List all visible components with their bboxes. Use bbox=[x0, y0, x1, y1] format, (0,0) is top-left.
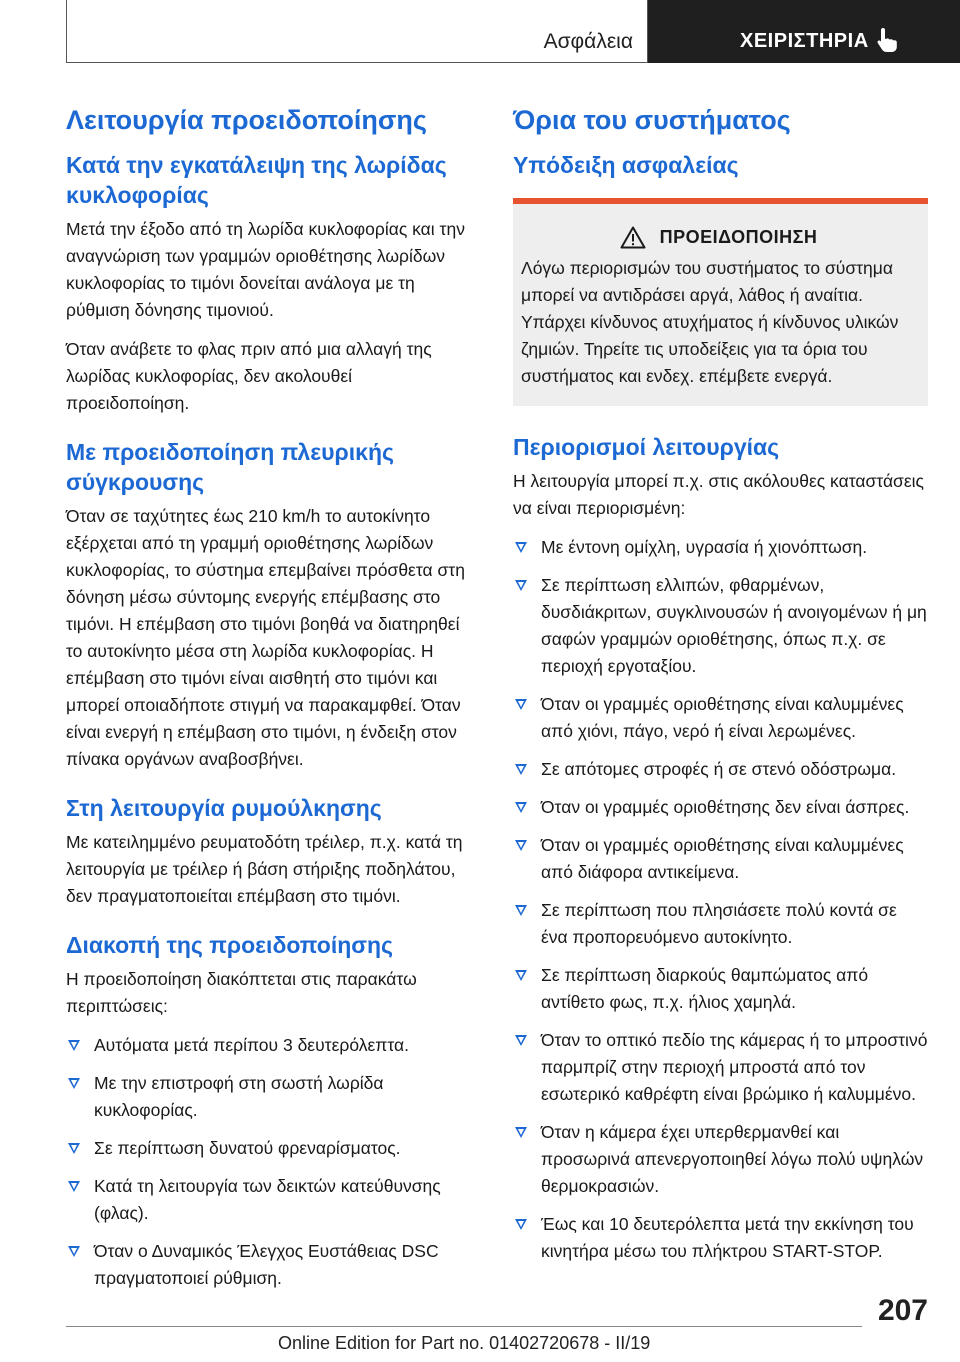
triangle-bullet-icon bbox=[515, 764, 527, 775]
right-column bbox=[513, 104, 928, 1276]
interruption-list bbox=[66, 1032, 480, 1292]
warning-text: Λόγω περιορισμών του συστήματος το σύστημα μπορεί να αντιδράσει αργά, λάθος ή αναίτια. Υπάρχει κίνδυνος ατυχήματος ή κίνδυνος υλικών ζημιών. Τηρείτε τις υποδείξεις για τα όρια του συστήματος και ενδεχ. επέμβετε ενεργά. bbox=[521, 258, 899, 386]
triangle-bullet-icon bbox=[515, 580, 527, 591]
triangle-bullet-icon bbox=[68, 1143, 80, 1154]
triangle-bullet-icon bbox=[515, 840, 527, 851]
section-heading-system-limits: Όρια του συστήματος bbox=[513, 105, 791, 135]
section-heading-warning-function: Λειτουργία προειδοποίησης bbox=[66, 105, 427, 135]
manual-tab bbox=[648, 0, 960, 63]
list-item: Με έντονη ομίχλη, υγρασία ή χιονόπτωση. bbox=[513, 534, 928, 561]
triangle-bullet-icon bbox=[68, 1078, 80, 1089]
paragraph: Όταν σε ταχύτητες έως 210 km/h το αυτοκίνητο εξέρχεται από τη γραμμή οριοθέτησης λωρίδων κυκλοφορίας, το σύστημα επεμβαίνει πρόσθετα στη δόνηση μέσω σύντομης ενεργής επέμβασης στο τιμόνι. Η επέμβαση στο τιμόνι βοηθά να διατηρηθεί το αυτοκίνητο μέσα στη λωρίδα κυκλοφορίας. Η επέμβαση στο τιμόνι είναι αισθητή στο τιμόνι και μπορεί οποιαδήποτε στιγμή να παρακαμφθεί. Όταν είναι ενεργή η επέμβαση στο τιμόνι, η ένδειξη στον πίνακα οργάνων αναβοσβήνει. bbox=[66, 506, 465, 769]
list-item: Όταν οι γραμμές οριοθέτησης δεν είναι άσπρες. bbox=[513, 794, 928, 821]
list-item: Σε περίπτωση που πλησιάσετε πολύ κοντά σε ένα προπορευόμενο αυτοκίνητο. bbox=[513, 897, 928, 951]
list-item: Αυτόματα μετά περίπου 3 δευτερόλεπτα. bbox=[66, 1032, 480, 1059]
list-item: Σε περίπτωση δυνατού φρεναρίσματος. bbox=[66, 1135, 480, 1162]
list-item: Σε περίπτωση διαρκούς θαμπώματος από αντίθετο φως, π.χ. ήλιος χαμηλά. bbox=[513, 962, 928, 1016]
triangle-bullet-icon bbox=[515, 542, 527, 553]
page-number: 207 bbox=[877, 1294, 928, 1327]
paragraph: Όταν ανάβετε το φλας πριν από μια αλλαγή της λωρίδας κυκλοφορίας, δεν ακολουθεί προειδοποίηση. bbox=[66, 339, 432, 413]
left-column bbox=[66, 104, 480, 1303]
manual-title: ΧΕΙΡΙΣΤΗΡΙΑ bbox=[740, 30, 869, 52]
triangle-bullet-icon bbox=[515, 970, 527, 981]
warning-box bbox=[513, 198, 928, 406]
triangle-bullet-icon bbox=[515, 1035, 527, 1046]
list-item: Όταν ο Δυναμικός Έλεγχος Ευστάθειας DSC πραγματοποιεί ρύθμιση. bbox=[66, 1238, 480, 1292]
triangle-bullet-icon bbox=[515, 1219, 527, 1230]
section-title: Ασφάλεια bbox=[543, 30, 633, 53]
paragraph: Η λειτουργία μπορεί π.χ. στις ακόλουθες καταστάσεις να είναι περιορισμένη: bbox=[513, 471, 924, 518]
list-item: Όταν το οπτικό πεδίο της κάμερας ή το μπροστινό παρμπρίζ στην περιοχή μπροστά από τον εσωτερικό καθρέφτη είναι βρώμικο ή καλυμμένο. bbox=[513, 1027, 928, 1108]
paragraph: Μετά την έξοδο από τη λωρίδα κυκλοφορίας και την αναγνώριση των γραμμών οριοθέτησης λωρίδων κυκλοφορίας το τιμόνι δονείται ανάλογα με τη ρύθμιση δόνησης τιμονιού. bbox=[66, 219, 465, 320]
list-item: Όταν η κάμερα έχει υπερθερμανθεί και προσωρινά απενεργοποιηθεί λόγω πολύ υψηλών θερμοκρασιών. bbox=[513, 1119, 928, 1200]
list-item: Όταν οι γραμμές οριοθέτησης είναι καλυμμένες από χιόνι, πάγο, νερό ή είναι λερωμένες. bbox=[513, 691, 928, 745]
limitations-list bbox=[513, 534, 928, 1265]
heading-function-limitations: Περιορισμοί λειτουργίας bbox=[513, 434, 780, 460]
section-tab bbox=[66, 0, 648, 63]
heading-warning-interruption: Διακοπή της προειδοποίησης bbox=[66, 932, 393, 958]
heading-lane-departure: Κατά την εγκατάλειψη της λωρίδας κυκλοφορίας bbox=[66, 152, 447, 208]
paragraph: Η προειδοποίηση διακόπτεται στις παρακάτω περιπτώσεις: bbox=[66, 969, 417, 1016]
list-item: Κατά τη λειτουργία των δεικτών κατεύθυνσης (φλας). bbox=[66, 1173, 480, 1227]
list-item: Με την επιστροφή στη σωστή λωρίδα κυκλοφορίας. bbox=[66, 1070, 480, 1124]
page-header bbox=[66, 0, 960, 64]
edition-note: Online Edition for Part no. 01402720678 - II/19 bbox=[278, 1333, 651, 1353]
triangle-bullet-icon bbox=[68, 1040, 80, 1051]
list-item: Όταν οι γραμμές οριοθέτησης είναι καλυμμένες από διάφορα αντικείμενα. bbox=[513, 832, 928, 886]
triangle-bullet-icon bbox=[68, 1246, 80, 1257]
warning-triangle-icon bbox=[620, 226, 646, 249]
triangle-bullet-icon bbox=[515, 802, 527, 813]
triangle-bullet-icon bbox=[515, 699, 527, 710]
warning-title: ΠΡΟΕΙΔΟΠΟΙΗΣΗ bbox=[659, 227, 818, 247]
pointing-hand-icon bbox=[874, 26, 900, 54]
list-item: Σε απότομες στροφές ή σε στενό οδόστρωμα. bbox=[513, 756, 928, 783]
list-item: Σε περίπτωση ελλιπών, φθαρμένων, δυσδιάκριτων, συγκλινουσών ή ανοιγομένων ή μη σαφών γραμμών οριοθέτησης, όπως π.χ. σε περιοχή εργοταξίου. bbox=[513, 572, 928, 680]
heading-safety-note: Υπόδειξη ασφαλείας bbox=[513, 152, 739, 178]
list-item: Έως και 10 δευτερόλεπτα μετά την εκκίνηση του κινητήρα μέσω του πλήκτρου START-STOP. bbox=[513, 1211, 928, 1265]
heading-side-collision-warning: Με προειδοποίηση πλευρικής σύγκρουσης bbox=[66, 439, 394, 495]
heading-towing-mode: Στη λειτουργία ρυμούλκησης bbox=[66, 795, 382, 821]
triangle-bullet-icon bbox=[68, 1181, 80, 1192]
paragraph: Με κατειλημμένο ρευματοδότη τρέιλερ, π.χ. κατά τη λειτουργία με τρέιλερ ή βάση στήριξης ποδηλάτου, δεν πραγματοποιείται επέμβαση στο τιμόνι. bbox=[66, 832, 463, 906]
triangle-bullet-icon bbox=[515, 905, 527, 916]
footer-divider bbox=[66, 1326, 862, 1327]
triangle-bullet-icon bbox=[515, 1127, 527, 1138]
